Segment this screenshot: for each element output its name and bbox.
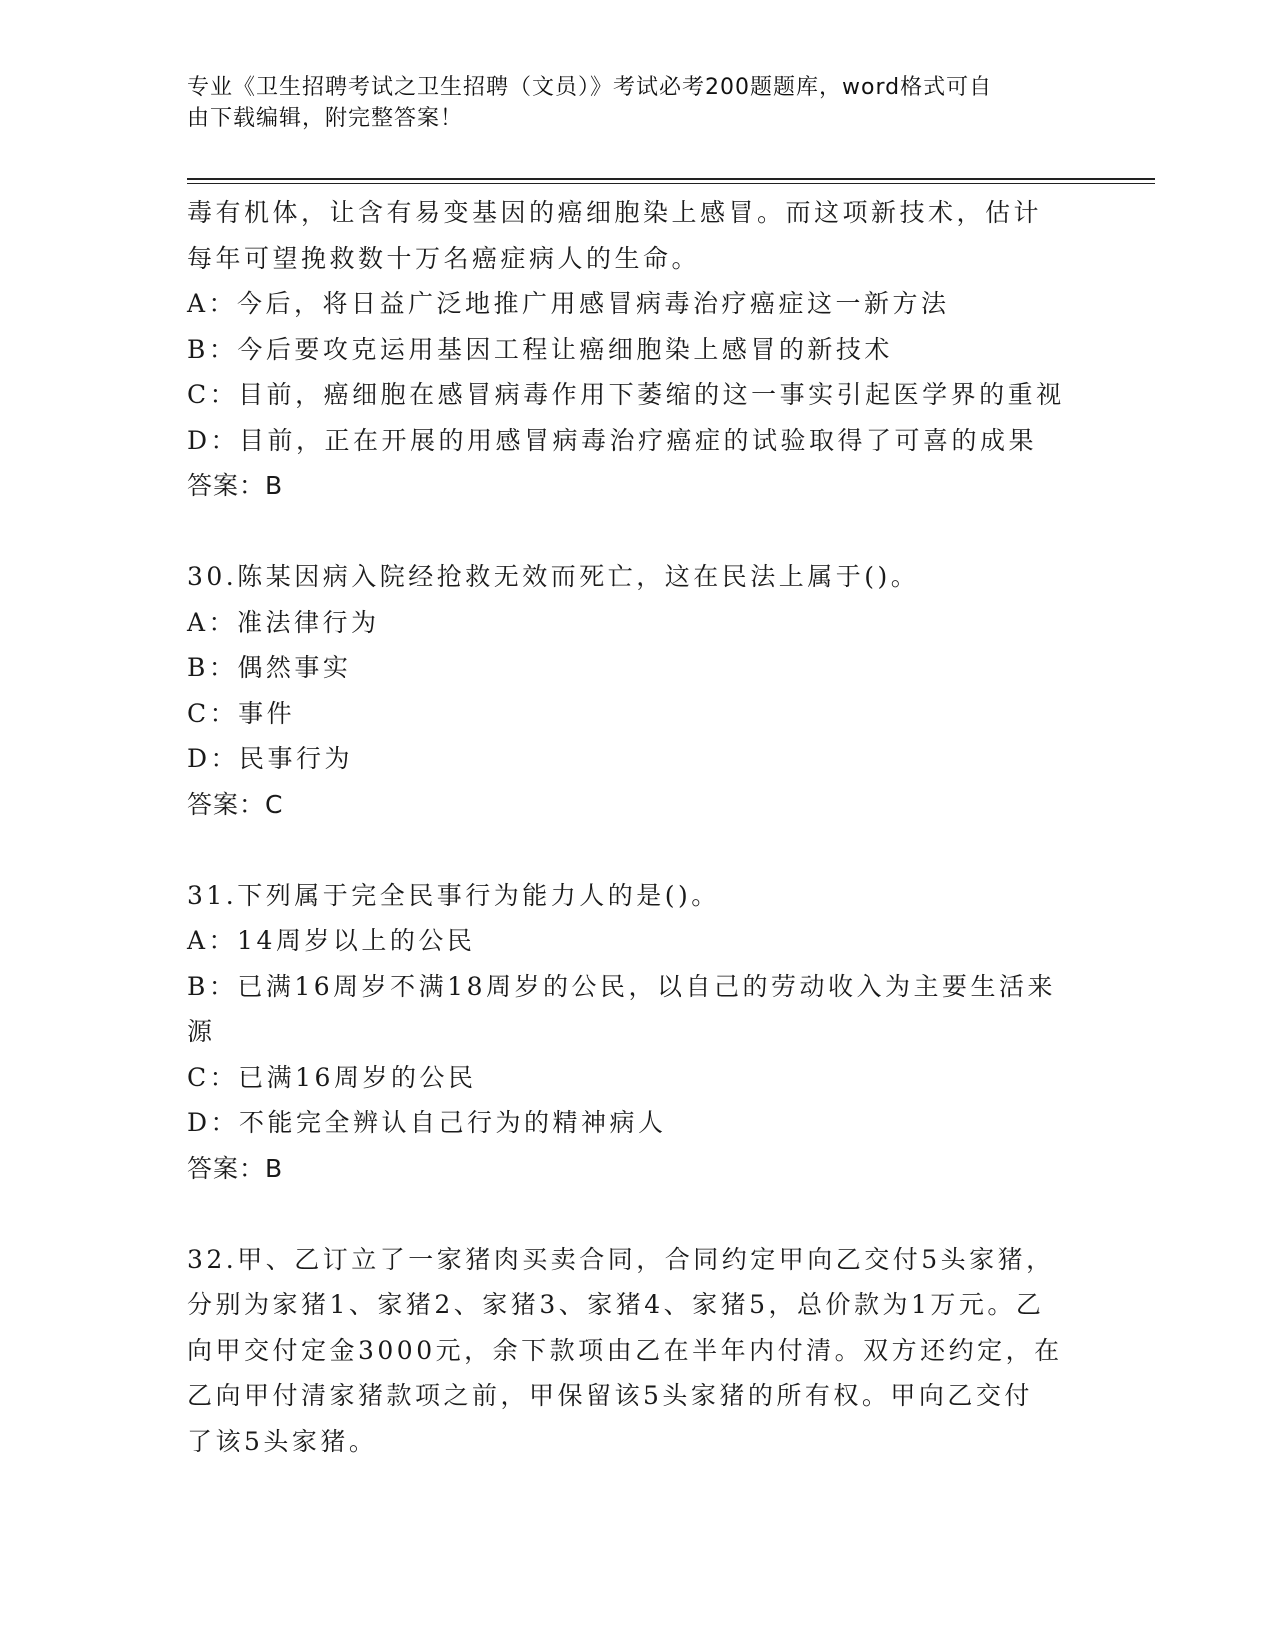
header-divider-thin: [187, 183, 1155, 184]
answer-label: 答案：B: [187, 1153, 284, 1183]
question-32-stem-line: 了该5头家猪。: [187, 1426, 378, 1456]
option-b: B：已满16周岁不满18周岁的公民，以自己的劳动收入为主要生活来: [187, 971, 1056, 1001]
question-text-line: 毒有机体，让含有易变基因的癌细胞染上感冒。而这项新技术，估计: [187, 198, 1043, 227]
question-32-stem-line: 分别为家猪1、家猪2、家猪3、家猪4、家猪5，总价款为1万元。乙: [187, 1290, 1045, 1319]
header-title-line-2: 由下载编辑，附完整答案！: [187, 106, 464, 131]
question-text-line: 每年可望挽救数十万名癌症病人的生命。: [187, 243, 701, 273]
option-d: D：民事行为: [187, 744, 354, 773]
option-c: C：目前，癌细胞在感冒病毒作用下萎缩的这一事实引起医学界的重视: [187, 380, 1065, 409]
option-c: C：事件: [187, 698, 296, 728]
page-header: [187, 72, 1067, 134]
header-divider-thick: [187, 178, 1155, 180]
option-b: B：偶然事实: [187, 653, 352, 682]
question-31-stem: 31.下列属于完全民事行为能力人的是()。: [187, 880, 720, 910]
option-d: D：不能完全辨认自己行为的精神病人: [187, 1108, 667, 1137]
question-content: [187, 190, 1087, 1464]
question-32-stem-line: 32.甲、乙订立了一家猪肉买卖合同，合同约定甲向乙交付5头家猪，: [187, 1244, 1055, 1274]
option-b: B：今后要攻克运用基因工程让癌细胞染上感冒的新技术: [187, 334, 893, 364]
answer-label: 答案：C: [187, 789, 284, 819]
question-32-stem-line: 乙向甲付清家猪款项之前，甲保留该5头家猪的所有权。甲向乙交付: [187, 1381, 1033, 1410]
answer-label: 答案：B: [187, 471, 284, 500]
question-32-stem-line: 向甲交付定金3000元，余下款项由乙在半年内付清。双方还约定，在: [187, 1335, 1063, 1365]
option-a: A：14周岁以上的公民: [187, 926, 476, 955]
question-30-stem: 30.陈某因病入院经抢救无效而死亡，这在民法上属于()。: [187, 562, 920, 591]
option-a: A：今后，将日益广泛地推广用感冒病毒治疗癌症这一新方法: [187, 289, 950, 318]
option-b-continued: 源: [187, 1017, 216, 1046]
option-d: D：目前，正在开展的用感冒病毒治疗癌症的试验取得了可喜的成果: [187, 425, 1038, 455]
option-a: A：准法律行为: [187, 607, 380, 637]
option-c: C：已满16周岁的公民: [187, 1062, 477, 1092]
header-title-line-1: 专业《卫生招聘考试之卫生招聘（文员）》考试必考200题题库，word格式可自: [187, 75, 993, 100]
